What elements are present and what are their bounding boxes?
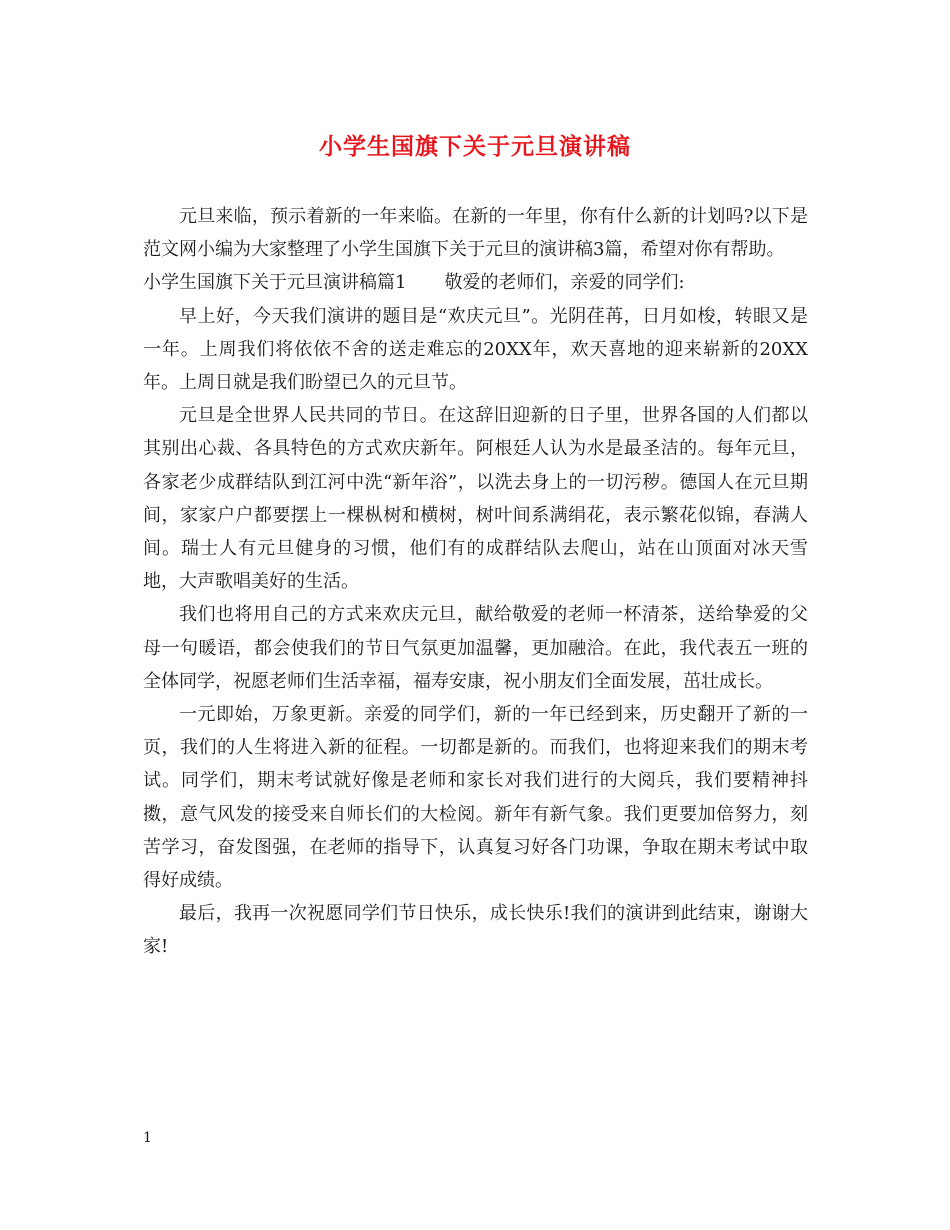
page-number: 1 xyxy=(143,1130,152,1146)
salutation: 敬爱的老师们，亲爱的同学们: xyxy=(444,272,685,294)
body-paragraph-4: 一元即始，万象更新。亲爱的同学们，新的一年已经到来，历史翻开了新的一页，我们的人生将进入新的征程。一切都是新的。而我们，也将迎来我们的期末考试。同学们，期末考试就好像是老师和家长对我们进行的大阅兵，我们要精神抖擞，意气风发的接受来自师长们的大检阅。新年有新气象。我们更要加倍努力，刻苦学习，奋发图强，在老师的指导下，认真复习好各门功课，争取在期末考试中取得好成绩。 xyxy=(143,704,808,892)
body-paragraph-1: 早上好，今天我们演讲的题目是“欢庆元旦”。光阴荏苒，日月如梭，转眼又是一年。上周我们将依依不舍的送走难忘的20XX年，欢天喜地的迎来崭新的20XX年。上周日就是我们盼望已久的元旦节。 xyxy=(143,305,808,394)
body-paragraph-2: 元旦是全世界人民共同的节日。在这辞旧迎新的日子里，世界各国的人们都以其别出心裁、各具特色的方式欢庆新年。阿根廷人认为水是最圣洁的。每年元旦，各家老少成群结队到江河中洗“新年浴”，以洗去身上的一切污秽。德国人在元旦期间，家家户户都要摆上一棵枞树和横树，树叶间系满绢花，表示繁花似锦，春满人间。瑞士人有元旦健身的习惯，他们有的成群结队去爬山，站在山顶面对冰天雪地，大声歌唱美好的生活。 xyxy=(143,405,808,593)
section-heading-line xyxy=(143,266,808,299)
body-paragraph-5: 最后，我再一次祝愿同学们节日快乐，成长快乐!我们的演讲到此结束，谢谢大家! xyxy=(143,903,808,958)
intro-paragraph: 元旦来临，预示着新的一年来临。在新的一年里，你有什么新的计划吗?以下是范文网小编为大家整理了小学生国旗下关于元旦的演讲稿3篇，希望对你有帮助。 xyxy=(143,206,808,261)
body-paragraph-3: 我们也将用自己的方式来欢庆元旦，献给敬爱的老师一杯清茶，送给挚爱的父母一句暖语，都会使我们的节日气氛更加温馨，更加融洽。在此，我代表五一班的全体同学，祝愿老师们生活幸福，福寿安康，祝小朋友们全面发展，茁壮成长。 xyxy=(143,604,808,692)
document-body xyxy=(143,200,808,964)
document-title: 小学生国旗下关于元旦演讲稿 xyxy=(319,133,631,160)
section-heading: 小学生国旗下关于元旦演讲稿篇1 xyxy=(143,272,407,294)
